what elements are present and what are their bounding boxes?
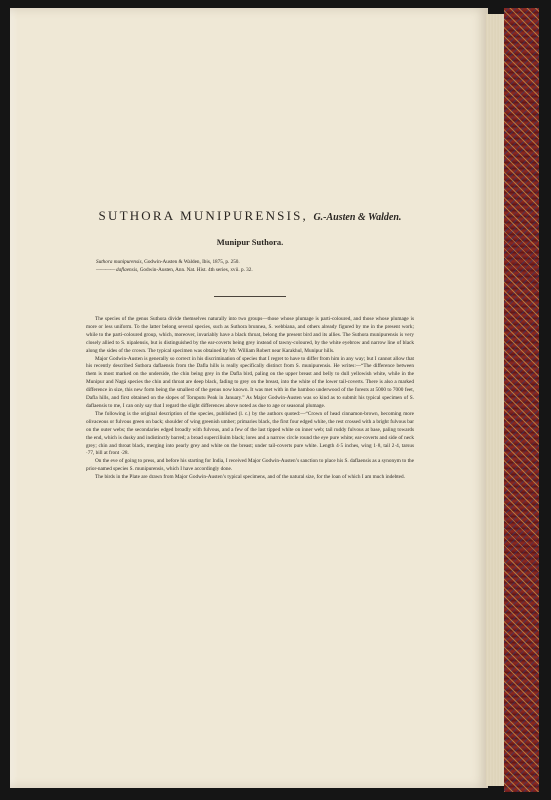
synonym-name: daflaensis, (116, 267, 139, 273)
body-paragraph: The species of the genus Suthora divide themselves naturally into two groups—those whose plumage is parti-coloured, and those whose plumage is more or less uniform. To the latter belong several species, such as Suthora brunnea, S. webbiana, and others already figured by me in the present work; while to the parti-coloured group, which, moreover, invariably have a black throat, belong the present bird and its allies. The Suthora munipurensis is very closely allied to S. nipalensis, but is distinguished by the ear-coverts being grey instead of tawny-coloured, by the white eyebrow and narrow line of black along the sides of the crown. The typical specimen was obtained by Mr. William Robert near Karakhul, Munipur hills. (86, 316, 414, 354)
synonymy-list (96, 258, 414, 274)
species-name: SUTHORA MUNIPURENSIS, (98, 208, 308, 223)
synonym-citation: Godwin-Austen & Walden, Ibis, 1875, p. 250. (144, 259, 240, 265)
section-divider (214, 296, 286, 297)
book-page (10, 8, 488, 788)
marbled-binding (504, 8, 539, 792)
body-paragraph: The following is the original description of the species, published (l. c.) by the authors quoted:—“Crown of head cinnamon-brown, becoming more olivaceous or fulvous green on back; shoulder of wing greenish umber; primaries black, the first four edged white, the rest crossed with a bright fulvous bar on the outer webs; the secondaries edged broadly with fulvous, and a few of the last tipped white on inner web; tail ruddy fulvous at base, paling towards the end, which is dusky and indistinctly barred; a broad superciliuim black; lores and a narrow circle round the eye pure white; ear-coverts and side of neck grey; chin and throat black, merging into pearly grey and white on the breast; under tail-coverts pure white. Length 4·5 inches, wing 1·8, tail 2·4, tarsus ·77, bill at front ·28. (86, 410, 414, 457)
synonym-dash: ———— (96, 267, 115, 273)
species-title (86, 208, 414, 224)
synonym-citation: Godwin-Austen, Ann. Nat. Hist. 4th series, xvii. p. 32. (139, 267, 253, 273)
synonym-name: Suthora munipurensis, (96, 259, 143, 265)
page-content (86, 208, 414, 482)
page-edges (486, 14, 504, 786)
body-paragraph: Major Godwin-Austen is generally so correct in his discrimination of species that I regret to have to differ from him in any way; but I cannot allow that his recently described Suthora daflaensis from the Dafla hills is really specifically distinct from S. munipurensis. He writes:—“The difference between them is most marked on the underside, the chin being grey in the Dafla bird, paling on the upper breast and belly to dull yellowish white, while in the Munipur and Nagá species the chin and throat are deep black, fading to grey on the breast, into the white of the lower tail-coverts. There is also a marked difference in size, this new form being the smallest of the genus now known. It was met with in the bamboo underwood of the forests at 5000 to 7000 feet, Dafla hills, and first obtained on the slopes of Toruputu Peak in January.” As Major Godwin-Austen was so kind as to submit his typical specimen of S. daflaensis to me, I can only say that I regard the slight differences above noted as due to age or seasonal plumage. (86, 355, 414, 409)
common-name: Munipur Suthora. (216, 237, 284, 247)
body-paragraph: On the eve of going to press, and before his starting for India, I received Major Godwin-Austen’s sanction to place his S. daflaensis as a synonym to the prior-named species S. munipurensis, which I have accordingly done. (86, 458, 415, 473)
synonym-entry (96, 258, 414, 266)
species-authors: G.-Austen & Walden. (313, 212, 402, 223)
synonym-entry (96, 266, 414, 274)
body-text (86, 316, 414, 482)
body-paragraph: The birds in the Plate are drawn from Major Godwin-Austen’s typical specimens, and of the natural size, for the loan of which I am much indebted. (95, 474, 405, 481)
